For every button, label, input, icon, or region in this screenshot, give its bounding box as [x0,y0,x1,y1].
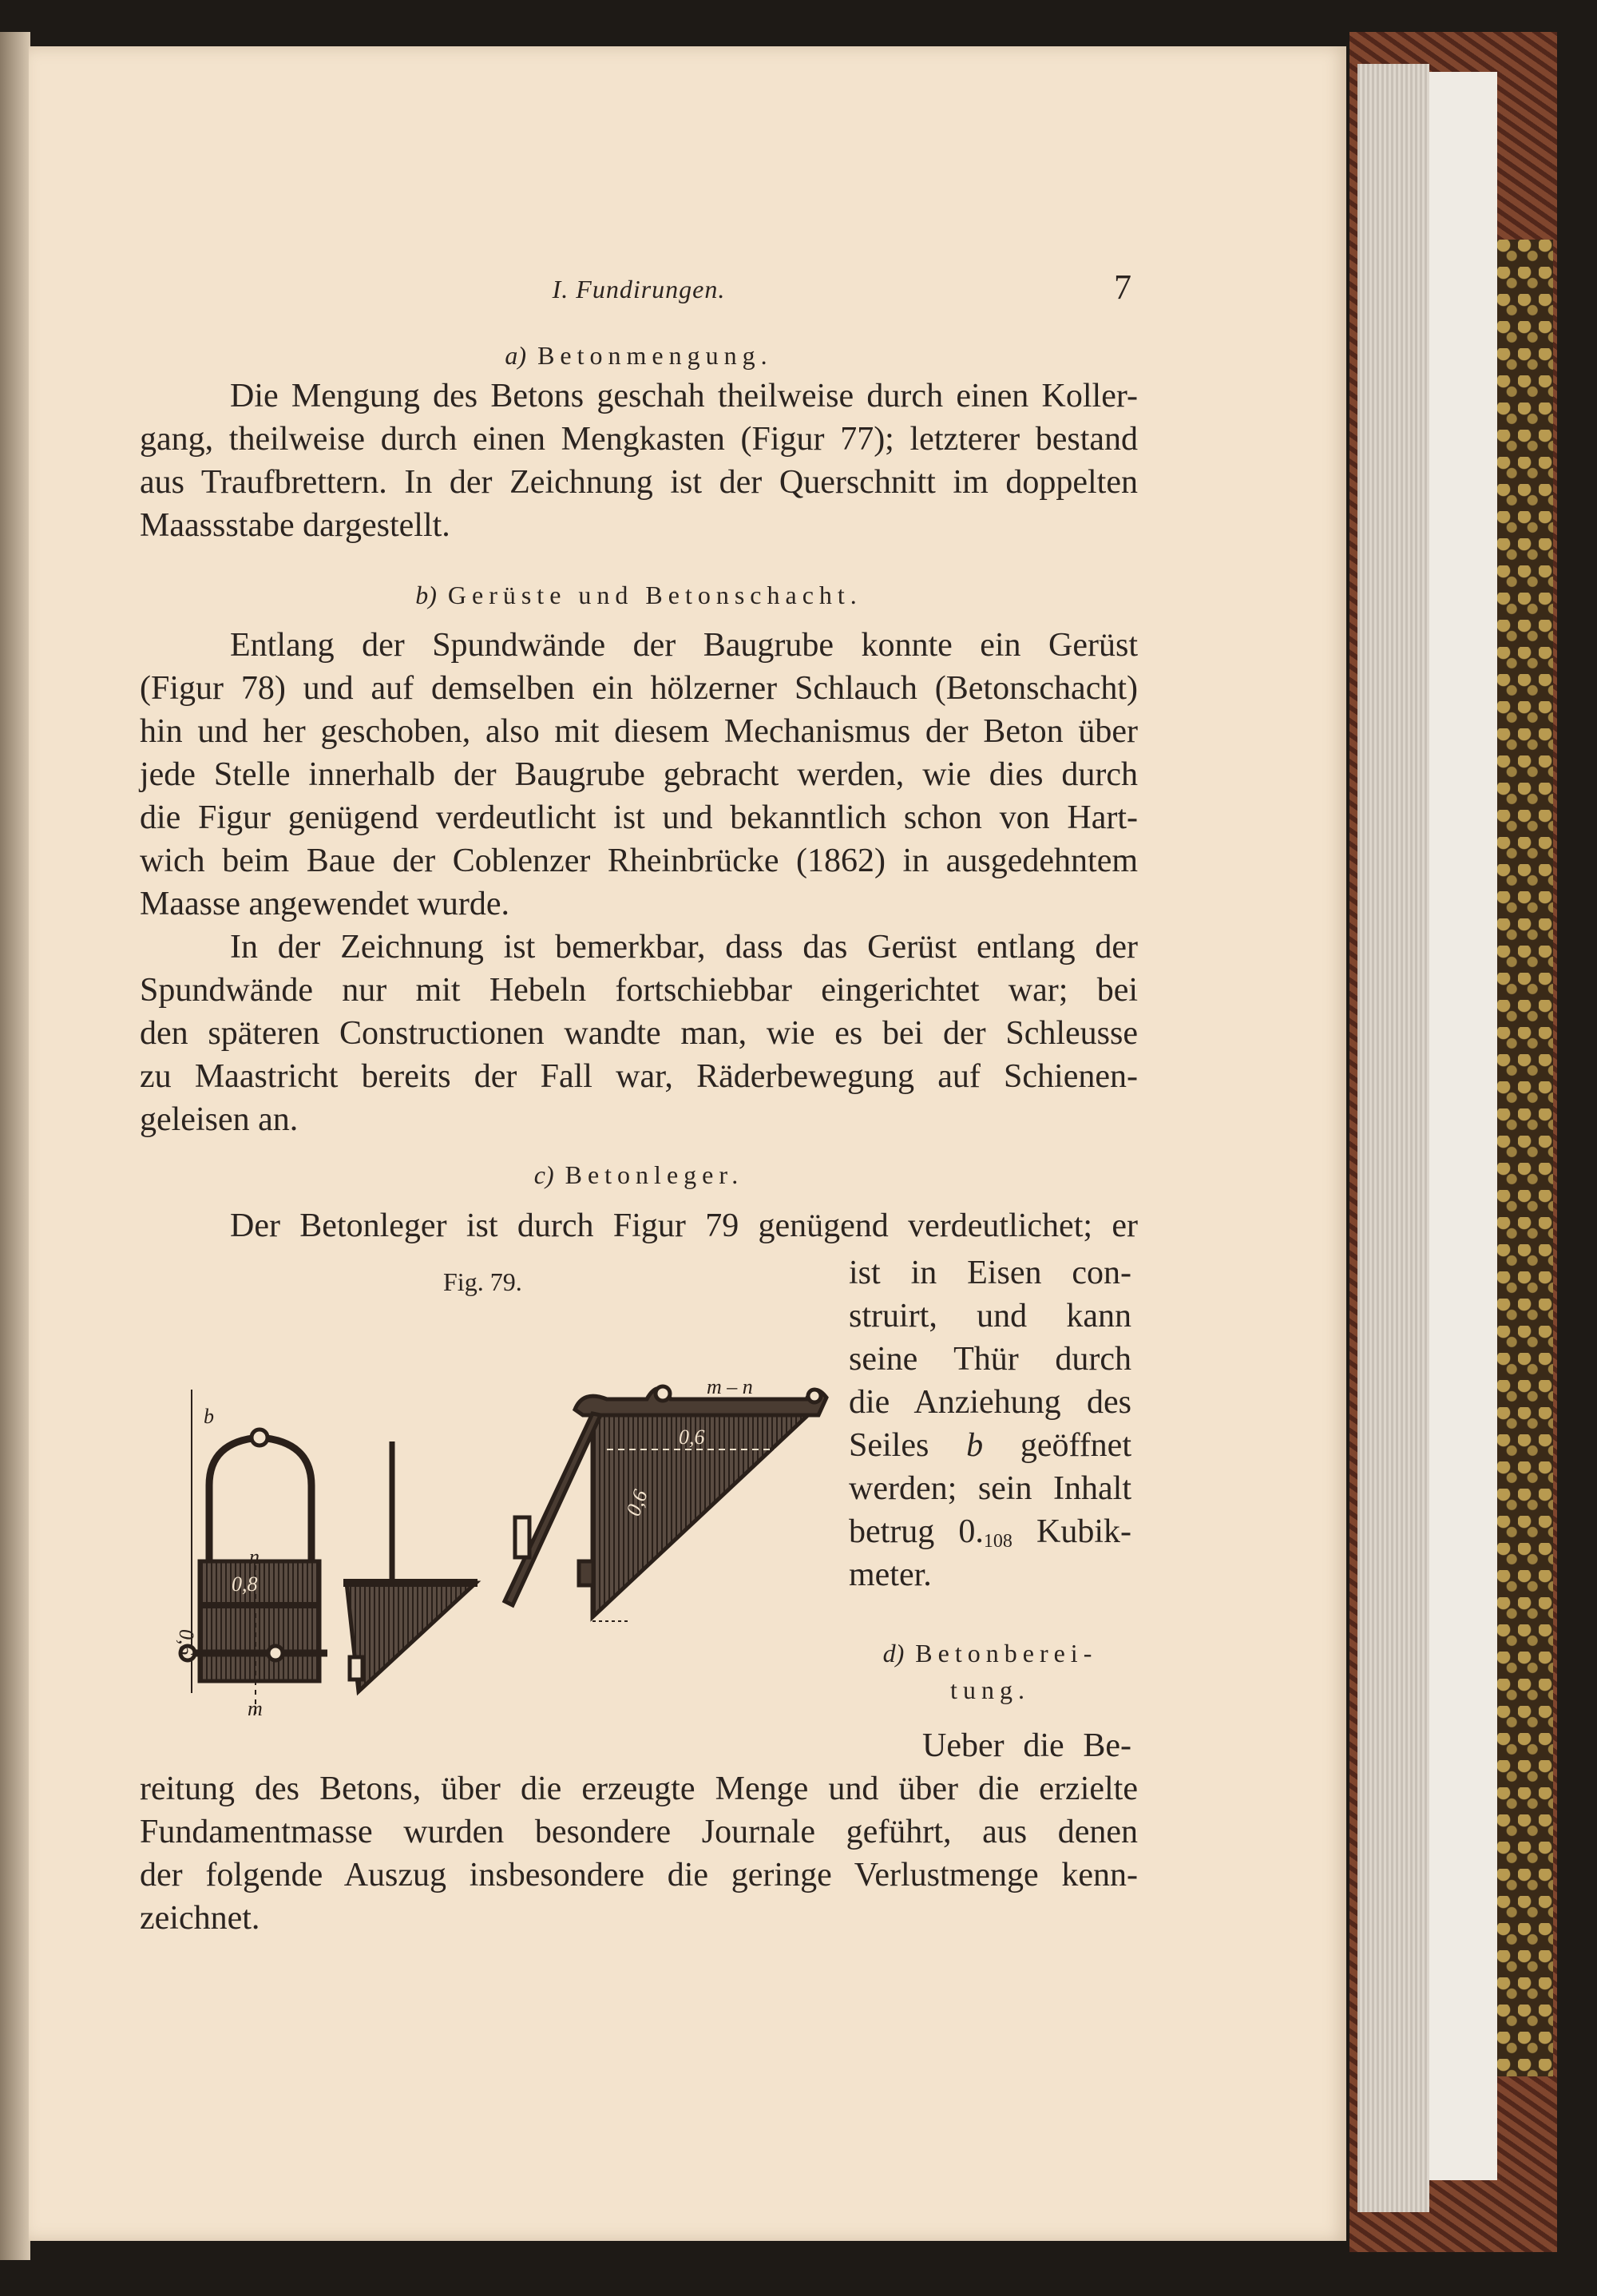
text-line: geleisen an. [140,1101,299,1138]
text-line: aus Traufbrettern. In der Zeichnung ist der Querschnitt im doppelten [140,464,1138,501]
text-line: Der Betonleger ist durch Figur 79 genügend verdeutlichet; er [230,1207,1138,1244]
text-line: Maasse angewendet wurde. [140,886,509,922]
text-line: wich beim Baue der Coblenzer Rheinbrücke (1862) in ausgedehntem [140,843,1138,879]
section-label: c) [533,1160,554,1189]
text-line: zeichnet. [140,1900,260,1937]
word: geöffnet [1020,1427,1131,1464]
text-line: Entlang der Spundwände der Baugrube konnte ein Gerüst [230,627,1138,664]
bucket-side-view [343,1441,478,1691]
section-title: Betonmengung. [537,341,773,370]
variable-b: b [966,1427,984,1464]
word: betrug 0. [849,1513,984,1550]
text-line: Fundamentmasse wurden besondere Journale geführt, aus denen [140,1814,1138,1850]
text-line: reitung des Betons, über die erzeugte Menge und über die erzielte [140,1771,1138,1807]
section-heading-d-cont: tung. [950,1675,1030,1704]
label-m-n: m – n [707,1375,753,1398]
word: Seiles [849,1427,929,1464]
text-line: werden; sein Inhalt [849,1470,1131,1507]
figure-caption: Fig. 79. [443,1267,522,1296]
label-m: m [248,1697,263,1720]
text-line: gang, theilweise durch einen Mengkasten (Figur 77); letzterer bestand [140,421,1138,458]
text-line: der folgende Auszug insbesondere die geringe Verlustmenge kenn- [140,1857,1138,1894]
text-line: die Anziehung des [849,1384,1131,1421]
text-line: den späteren Constructionen wandte man, wie es bei der Schleusse [140,1015,1138,1052]
text-line: hin und her geschoben, also mit diesem Mechanismus der Beton über [140,713,1138,750]
text-line: ist in Eisen con- [849,1255,1131,1291]
text-line: (Figur 78) und auf demselben ein hölzerner Schlauch (Betonschacht) [140,670,1138,707]
section-title: Betonberei- [915,1639,1098,1667]
text-line: Maassstabe dargestellt. [140,507,450,544]
label-dim-left: 0,6 [175,1629,198,1656]
word: Kubik- [1012,1513,1131,1550]
text-line: die Figur genügend verdeutlicht ist und bekanntlich schon von Hart- [140,799,1138,836]
section-title: Gerüste und Betonschacht. [447,581,862,609]
page-number: 7 [1114,268,1131,307]
label-dim-box: 0,8 [232,1572,258,1596]
text-line: Spundwände nur mit Hebeln fortschiebbar eingerichtet war; bei [140,972,1138,1009]
text-line: jede Stelle innerhalb der Baugrube gebracht werden, wie dies durch [140,756,1138,793]
section-label: d) [882,1639,905,1667]
text-line: struirt, und kann [849,1298,1131,1334]
text-line: zu Maastricht bereits der Fall war, Räderbewegung auf Schienen- [140,1058,1138,1095]
bucket-section-view [505,1386,826,1621]
section-title: Betonleger. [565,1160,744,1189]
label-n: n [249,1545,260,1568]
section-label: a) [505,341,527,370]
text-line: Die Mengung des Betons geschah theilweise durch einen Koller- [230,378,1138,414]
text-line: In der Zeichnung ist bemerkbar, dass das Gerüst entlang der [230,929,1138,966]
label-dim-diag: 0,6 [621,1486,652,1520]
label-dim-top: 0,6 [679,1426,705,1449]
label-b: b [204,1405,214,1428]
running-head: I. Fundirungen. [552,275,726,303]
section-label: b) [415,581,437,609]
text-line: meter. [849,1556,932,1593]
volume-subscript: 108 [983,1531,1012,1552]
text-line: Ueber die Be- [922,1727,1131,1764]
text-line: seine Thür durch [849,1341,1131,1378]
